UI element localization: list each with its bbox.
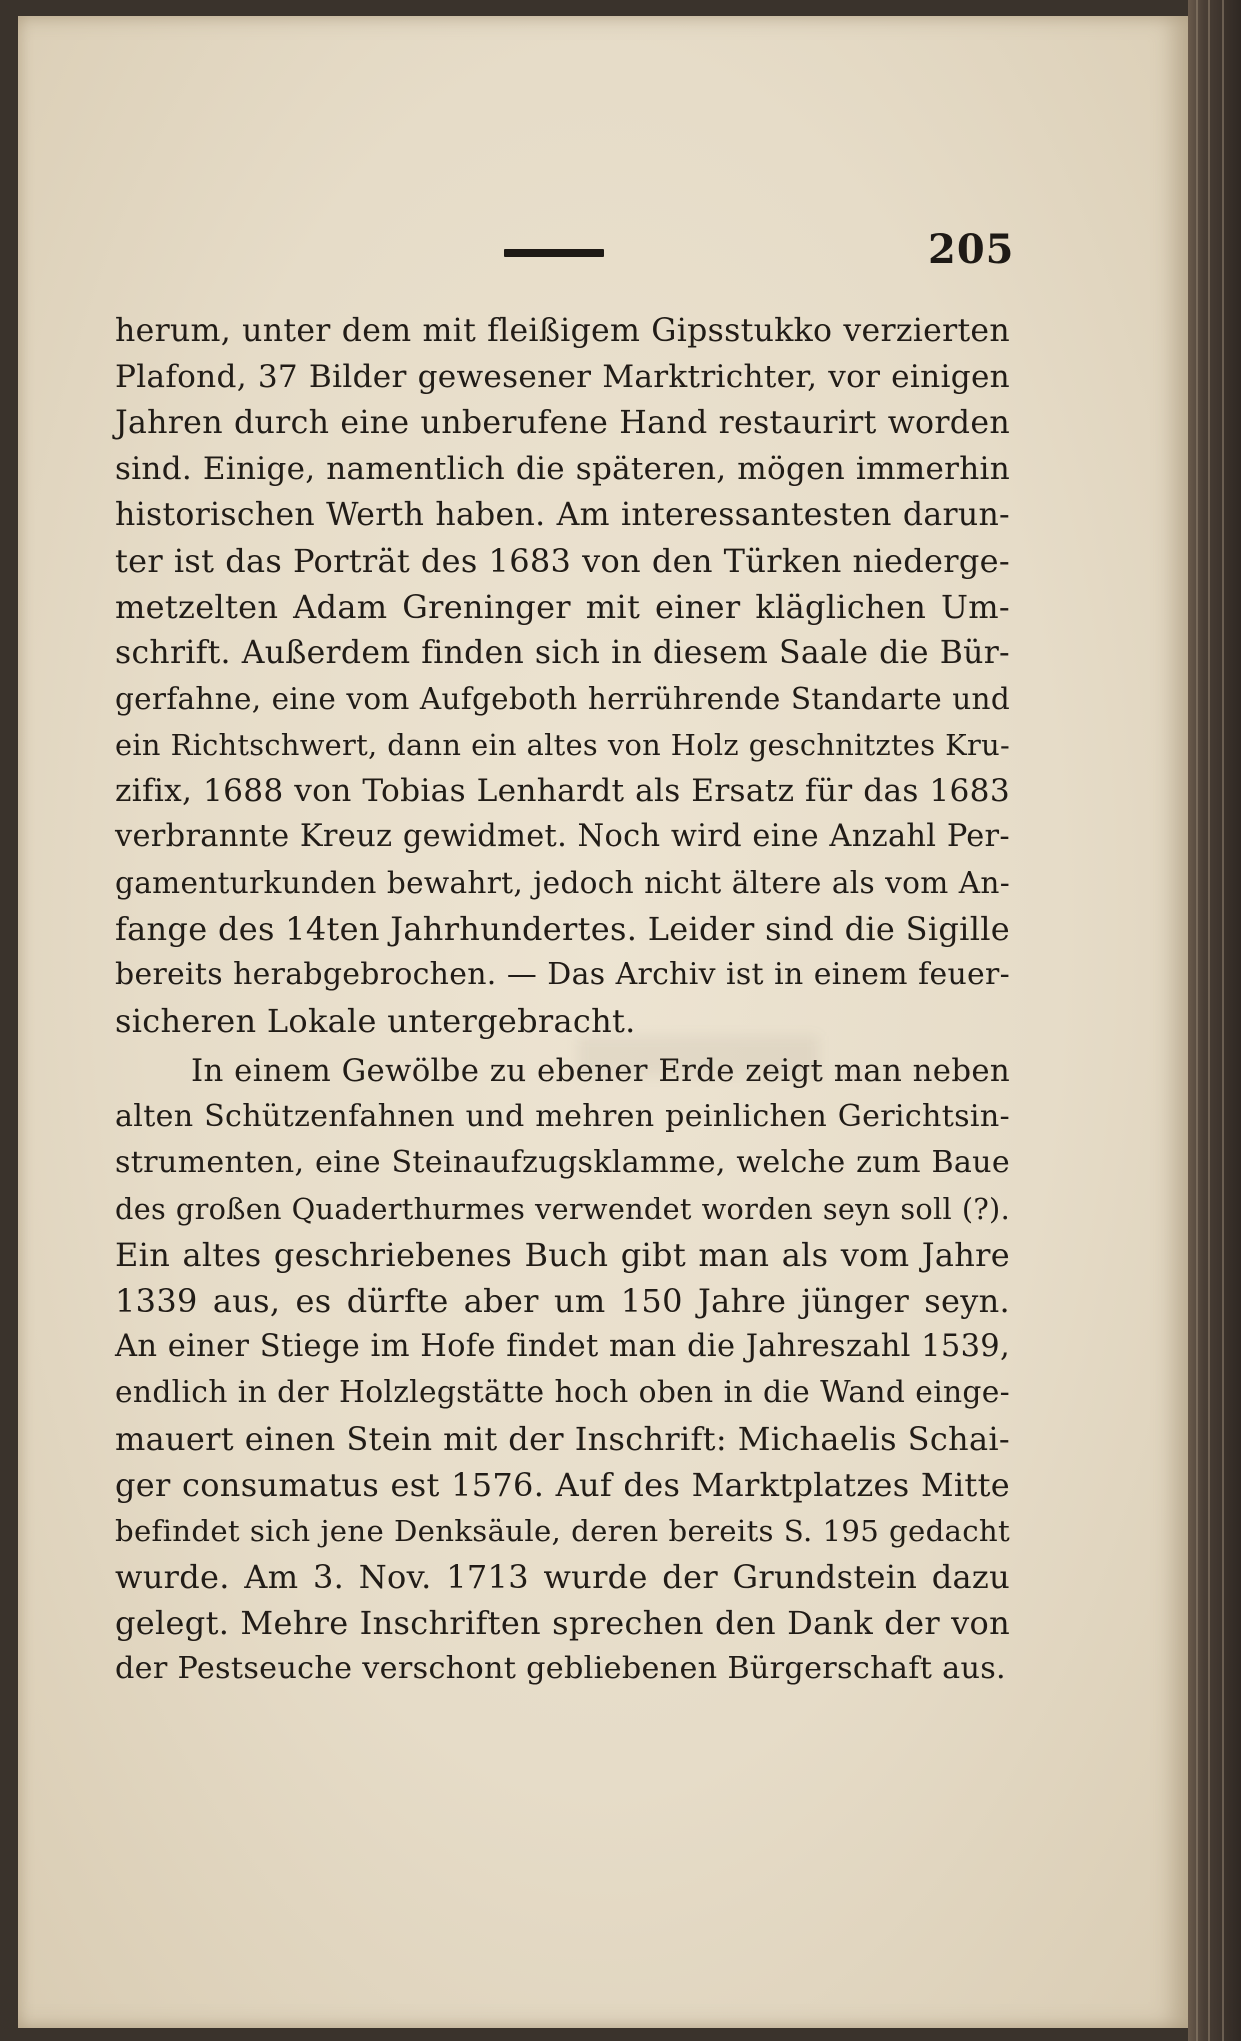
paragraph [115, 308, 1010, 1044]
text-line: wurde. Am 3. Nov. 1713 wurde der Grundstein dazu [115, 1558, 1010, 1596]
paragraph [115, 1048, 1010, 1692]
text-line: Jahren durch eine unberufene Hand restaurirt worden [115, 405, 1010, 441]
text-line: strumenten, eine Steinaufzugsklamme, welche zum Baue [115, 1145, 1010, 1180]
text-line: verbrannte Kreuz gewidmet. Noch wird eine Anzahl Per- [115, 819, 1010, 854]
book-edge [1188, 0, 1241, 2041]
text-line: schrift. Außerdem finden sich in diesem Saale die Bür- [115, 635, 1010, 671]
header-rule [504, 249, 604, 257]
text-line: gerfahne, eine vom Aufgeboth herrührende Standarte und [115, 682, 1010, 716]
text-line: gamenturkunden bewahrt, jedoch nicht ältere als vom An- [115, 866, 1010, 900]
text-line: Plafond, 37 Bilder gewesener Marktrichter, vor einigen [115, 359, 1010, 395]
text-line: herum, unter dem mit fleißigem Gipsstukko verzierten [115, 313, 1010, 349]
text-line: ter ist das Porträt des 1683 von den Türken niederge- [115, 542, 1010, 580]
text-line: der Pestseuche verschont gebliebenen Bürgerschaft aus. [115, 1651, 1006, 1686]
text-line: bereits herabgebrochen. — Das Archiv ist in einem feuer- [115, 957, 1010, 992]
text-line: gelegt. Mehre Inschriften sprechen den Dank der von [115, 1604, 1010, 1642]
text-line: endlich in der Holzlegstätte hoch oben in die Wand einge- [115, 1375, 1010, 1410]
page-body [115, 308, 1010, 1692]
text-line: ein Richtschwert, dann ein altes von Holz geschnitztes Kru- [115, 728, 1010, 762]
text-line: metzelten Adam Greninger mit einer kläglichen Um- [115, 588, 1010, 626]
text-line: sind. Einige, namentlich die späteren, mögen immerhin [115, 451, 1010, 487]
text-line: sicheren Lokale untergebracht. [115, 1002, 636, 1040]
text-line: 1339 aus, es dürfte aber um 150 Jahre jünger seyn. [115, 1282, 1010, 1320]
text-line: fange des 14ten Jahrhundertes. Leider sind die Sigille [115, 910, 1010, 948]
text-line: Ein altes geschriebenes Buch gibt man als vom Jahre [115, 1236, 1010, 1274]
text-line: des großen Quaderthurmes verwendet worden seyn soll (?). [115, 1192, 1010, 1226]
text-line: historischen Werth haben. Am interessantesten darun- [115, 497, 1010, 533]
text-line: ger consumatus est 1576. Auf des Marktplatzes Mitte [115, 1466, 1010, 1504]
text-line: zifix, 1688 von Tobias Lenhardt als Ersatz für das 1683 [115, 773, 1010, 809]
page-number: 205 [928, 226, 1015, 273]
text-line: befindet sich jene Denksäule, deren bereits S. 195 gedacht [115, 1514, 1010, 1548]
text-line: An einer Stiege im Hofe findet man die Jahreszahl 1539, [115, 1329, 1010, 1364]
text-line: alten Schützenfahnen und mehren peinlichen Gerichtsin- [115, 1099, 1010, 1134]
text-line: In einem Gewölbe zu ebener Erde zeigt man neben [191, 1053, 1010, 1089]
text-line: mauert einen Stein mit der Inschrift: Michaelis Schai- [115, 1420, 1010, 1458]
